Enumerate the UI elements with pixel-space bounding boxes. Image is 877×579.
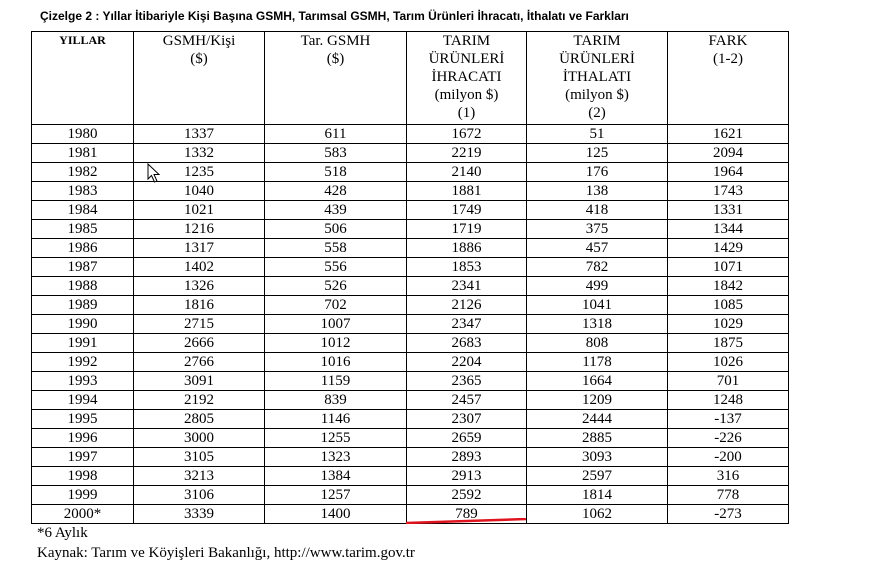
- table-cell: 2140: [407, 163, 527, 182]
- table-cell: 2000*: [32, 505, 134, 524]
- table-row: [32, 239, 789, 258]
- table-cell: 1085: [668, 296, 789, 315]
- table-cell: 1989: [32, 296, 134, 315]
- table-cell: 2913: [407, 467, 527, 486]
- table-row: [32, 448, 789, 467]
- table-cell: 1998: [32, 467, 134, 486]
- data-table: [31, 31, 789, 524]
- table-cell: 1875: [668, 334, 789, 353]
- table-cell: 1062: [527, 505, 668, 524]
- table-cell: 1991: [32, 334, 134, 353]
- table-cell: 702: [265, 296, 407, 315]
- table-cell: 1719: [407, 220, 527, 239]
- table-cell: 1985: [32, 220, 134, 239]
- table-cell: 778: [668, 486, 789, 505]
- table-cell: 2893: [407, 448, 527, 467]
- header-difference: FARK (1-2): [668, 32, 789, 125]
- table-cell: 1255: [265, 429, 407, 448]
- table-cell: 1995: [32, 410, 134, 429]
- table-cell: 1886: [407, 239, 527, 258]
- table-cell: 1983: [32, 182, 134, 201]
- table-cell: 1853: [407, 258, 527, 277]
- table-cell: 1331: [668, 201, 789, 220]
- table-cell: 3106: [134, 486, 265, 505]
- table-cell: 2444: [527, 410, 668, 429]
- table-cell: 558: [265, 239, 407, 258]
- table-cell: 1999: [32, 486, 134, 505]
- table-cell: 2204: [407, 353, 527, 372]
- table-cell: 1987: [32, 258, 134, 277]
- table-cell: 2307: [407, 410, 527, 429]
- table-row: [32, 353, 789, 372]
- table-cell: 1881: [407, 182, 527, 201]
- table-cell: 125: [527, 144, 668, 163]
- table-cell: -226: [668, 429, 789, 448]
- table-cell: 3339: [134, 505, 265, 524]
- table-cell: 1235: [134, 163, 265, 182]
- table-cell: 2766: [134, 353, 265, 372]
- table-cell: 1984: [32, 201, 134, 220]
- table-row: [32, 258, 789, 277]
- table-cell: -200: [668, 448, 789, 467]
- table-row: [32, 220, 789, 239]
- header-agri-gnp: Tar. GSMH ($): [265, 32, 407, 125]
- header-agri-imports: TARIM ÜRÜNLERİ İTHALATI (milyon $) (2): [527, 32, 668, 125]
- table-cell: 1026: [668, 353, 789, 372]
- header-gnp-per-capita: GSMH/Kişi ($): [134, 32, 265, 125]
- table-cell: 2457: [407, 391, 527, 410]
- table-cell: 1317: [134, 239, 265, 258]
- table-cell: 418: [527, 201, 668, 220]
- mouse-pointer-icon: [147, 163, 161, 183]
- table-cell: 1337: [134, 125, 265, 144]
- table-row: [32, 505, 789, 524]
- table-row: [32, 315, 789, 334]
- table-cell: 611: [265, 125, 407, 144]
- table-cell: 457: [527, 239, 668, 258]
- table-cell: 1029: [668, 315, 789, 334]
- table-cell: 782: [527, 258, 668, 277]
- table-cell: -273: [668, 505, 789, 524]
- table-cell: -137: [668, 410, 789, 429]
- table-cell: 1012: [265, 334, 407, 353]
- table-row: [32, 410, 789, 429]
- table-cell: 701: [668, 372, 789, 391]
- table-cell: 2341: [407, 277, 527, 296]
- table-cell: 3000: [134, 429, 265, 448]
- table-row: [32, 125, 789, 144]
- table-cell: 428: [265, 182, 407, 201]
- table-row: [32, 163, 789, 182]
- table-cell: 1988: [32, 277, 134, 296]
- table-cell: 1402: [134, 258, 265, 277]
- table-cell: 1178: [527, 353, 668, 372]
- table-cell: 2192: [134, 391, 265, 410]
- table-row: [32, 201, 789, 220]
- table-cell: 1007: [265, 315, 407, 334]
- table-cell: 316: [668, 467, 789, 486]
- table-cell: 439: [265, 201, 407, 220]
- table-cell: 2659: [407, 429, 527, 448]
- table-caption: Çizelge 2 : Yıllar İtibariyle Kişi Başına GSMH, Tarımsal GSMH, Tarım Ürünleri İhracatı, İthalatı ve Farkları: [40, 9, 629, 23]
- table-cell: 1326: [134, 277, 265, 296]
- table-cell: 506: [265, 220, 407, 239]
- table-cell: 2219: [407, 144, 527, 163]
- table-cell: 2347: [407, 315, 527, 334]
- table-cell: 2805: [134, 410, 265, 429]
- table-cell: 1021: [134, 201, 265, 220]
- table-cell: 2126: [407, 296, 527, 315]
- table-cell: 1986: [32, 239, 134, 258]
- table-cell: 2885: [527, 429, 668, 448]
- table-cell: 839: [265, 391, 407, 410]
- table-cell: 1980: [32, 125, 134, 144]
- table-cell: 1040: [134, 182, 265, 201]
- table-row: [32, 429, 789, 448]
- table-cell: 808: [527, 334, 668, 353]
- table-cell: 51: [527, 125, 668, 144]
- table-cell: 1071: [668, 258, 789, 277]
- table-row: [32, 296, 789, 315]
- source-note: Kaynak: Tarım ve Köyişleri Bakanlığı, http://www.tarim.gov.tr: [37, 545, 415, 561]
- table-cell: 1159: [265, 372, 407, 391]
- table-cell: 2683: [407, 334, 527, 353]
- table-cell: 1749: [407, 201, 527, 220]
- table-cell: 556: [265, 258, 407, 277]
- table-cell: 526: [265, 277, 407, 296]
- table-cell: 1993: [32, 372, 134, 391]
- table-cell: 583: [265, 144, 407, 163]
- table-cell: 2715: [134, 315, 265, 334]
- table-cell: 1992: [32, 353, 134, 372]
- table-cell: 1816: [134, 296, 265, 315]
- table-row: [32, 486, 789, 505]
- table-cell: 1400: [265, 505, 407, 524]
- table-row: [32, 391, 789, 410]
- table-cell: 2597: [527, 467, 668, 486]
- table-row: [32, 277, 789, 296]
- table-cell: 1996: [32, 429, 134, 448]
- table-cell: 2592: [407, 486, 527, 505]
- table-cell: 1318: [527, 315, 668, 334]
- table-cell: 3093: [527, 448, 668, 467]
- table-cell: 1248: [668, 391, 789, 410]
- table-cell: 2365: [407, 372, 527, 391]
- table-cell: 1384: [265, 467, 407, 486]
- table-cell: 1146: [265, 410, 407, 429]
- table-cell: 1216: [134, 220, 265, 239]
- table-cell: 3091: [134, 372, 265, 391]
- table-cell: 1323: [265, 448, 407, 467]
- table-row: [32, 467, 789, 486]
- table-row: [32, 144, 789, 163]
- footnote: *6 Aylık: [37, 525, 88, 541]
- table-cell: 1994: [32, 391, 134, 410]
- table-cell: 2094: [668, 144, 789, 163]
- table-cell: 1664: [527, 372, 668, 391]
- table-cell: 789: [407, 505, 527, 524]
- header-years: YILLAR: [32, 32, 134, 125]
- table-cell: 1981: [32, 144, 134, 163]
- table-cell: 138: [527, 182, 668, 201]
- table-row: [32, 334, 789, 353]
- table-cell: 1814: [527, 486, 668, 505]
- table-cell: 1332: [134, 144, 265, 163]
- table-cell: 1743: [668, 182, 789, 201]
- table-cell: 176: [527, 163, 668, 182]
- header-agri-exports: TARIM ÜRÜNLERİ İHRACATI (milyon $) (1): [407, 32, 527, 125]
- table-cell: 1672: [407, 125, 527, 144]
- table-cell: 1990: [32, 315, 134, 334]
- table-cell: 1982: [32, 163, 134, 182]
- table-cell: 1016: [265, 353, 407, 372]
- table-cell: 1842: [668, 277, 789, 296]
- table-cell: 1621: [668, 125, 789, 144]
- table-cell: 1041: [527, 296, 668, 315]
- table-cell: 1997: [32, 448, 134, 467]
- table-cell: 1209: [527, 391, 668, 410]
- table-cell: 518: [265, 163, 407, 182]
- table-row: [32, 182, 789, 201]
- table-cell: 3105: [134, 448, 265, 467]
- table-cell: 1964: [668, 163, 789, 182]
- table-cell: 3213: [134, 467, 265, 486]
- table-cell: 2666: [134, 334, 265, 353]
- table-cell: 375: [527, 220, 668, 239]
- table-cell: 1257: [265, 486, 407, 505]
- table-cell: 499: [527, 277, 668, 296]
- header-row: [32, 32, 789, 125]
- table-cell: 1429: [668, 239, 789, 258]
- table-row: [32, 372, 789, 391]
- table-cell: 1344: [668, 220, 789, 239]
